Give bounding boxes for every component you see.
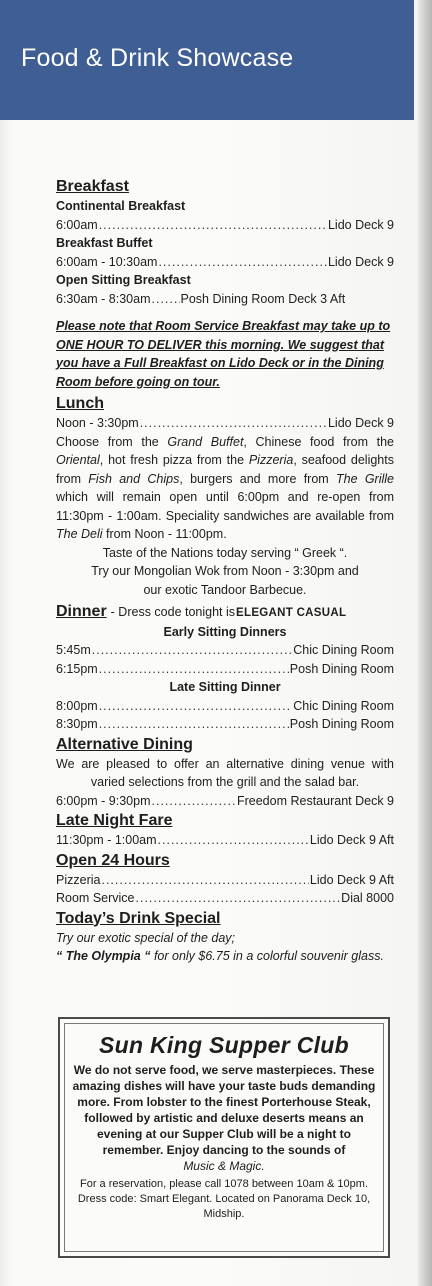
open-24-title: Open 24 Hours [56,851,170,869]
dinner-row [56,697,394,716]
drink-special-text [56,947,394,966]
dot-leader [99,697,293,716]
dinner-time: 5:45m [56,643,91,657]
supper-club-inner-border [64,1023,384,1252]
page-title: Food & Drink Showcase [21,44,294,72]
lunch-title: Lunch [56,395,104,412]
late-night-location: Lido Deck 9 Aft [309,833,394,847]
breakfast-item-row [56,216,394,235]
alternative-dining-description: We are pleased to offer an alternative dining venue with varied selections from the grill and the salad bar. [56,756,394,789]
alternative-dining-location: Freedom Restaurant Deck 9 [236,793,394,808]
dinner-time: 8:30pm [56,717,98,731]
drink-name: “ The Olympia “ [56,949,151,963]
lunch-description-text: , seafood delights from [56,453,394,486]
venue-name: Fish and Chips [88,471,180,486]
breakfast-item-location: Posh Dining Room Deck 3 Aft [180,291,346,306]
dinner-row [56,641,394,660]
open-24-row [56,889,394,908]
lunch-description-text: , hot fresh pizza from the [99,453,249,467]
alternative-dining-row [56,792,394,811]
supper-club-title: Sun King Supper Club [98,1032,350,1058]
dot-leader [140,414,327,433]
supper-club-body [65,1062,383,1174]
lunch-time: Noon - 3:30pm [56,416,139,430]
room-service-notice: Please note that Room Service Breakfast may take up to ONE HOUR TO DELIVER this morning. We suggest that you have a Full Breakfast on Lido Deck or in the Dining Room before going on tour. [56,319,391,389]
taste-of-nations: Taste of the Nations today serving “ Greek “. [102,545,348,560]
dress-code-prefix: - Dress code tonight is [110,605,236,619]
page-edge-shadow [418,0,432,1286]
mongolian-wok-line: Try our Mongolian Wok from Noon - 3:30pm and [91,564,359,578]
late-sitting-title: Late Sitting Dinner [169,680,281,694]
drink-price-text: for only $6.75 in a colorful souvenir glass. [150,949,384,963]
dinner-title: Dinner [56,603,107,620]
venue-name: Grand Buffet [167,434,244,449]
breakfast-item-name: Open Sitting Breakfast [56,273,191,287]
lunch-location: Lido Deck 9 [327,416,394,430]
dress-code: ELEGANT CASUAL [236,607,347,619]
drink-special-title: Today’s Drink Special [56,909,221,927]
breakfast-item-time: 6:30am - 8:30am [56,291,151,306]
dot-leader [158,253,327,272]
open-24-name: Pizzeria [56,872,101,887]
lunch-description [56,433,394,544]
dinner-location: Posh Dining Room [289,717,394,731]
lunch-description-text: which will remain open until 6:00pm and re-open from 11:30pm - 1:00am. Speciality sandwiches are available from [56,490,394,523]
venue-name: The Deli [56,527,103,541]
early-sitting-title: Early Sitting Dinners [163,624,287,639]
late-night-time: 11:30pm - 1:00am [56,833,157,847]
open-24-location: Dial 8000 [341,891,394,905]
breakfast-item-time: 6:00am - 10:30am [56,254,158,269]
late-night-title: Late Night Fare [56,812,173,829]
open-24-row [56,871,394,890]
supper-club-box [58,1017,390,1258]
open-24-location: Lido Deck 9 Aft [309,872,394,887]
supper-club-music: Music & Magic. [183,1159,265,1173]
dot-leader [99,715,289,734]
dot-leader [136,889,341,908]
breakfast-item-row [56,290,394,309]
dot-leader [158,831,309,850]
alternative-dining-title: Alternative Dining [56,735,193,753]
dinner-location: Chic Dining Room [293,643,394,657]
dinner-location: Chic Dining Room [293,698,394,713]
lunch-description-text: , Chinese food from the [243,434,395,449]
breakfast-item-time: 6:00am [56,217,98,232]
dot-leader [101,871,308,890]
dot-leader [152,290,180,309]
breakfast-item-name: Breakfast Buffet [56,236,153,250]
dinner-row [56,715,394,734]
dinner-time: 6:15pm [56,661,98,676]
dot-leader [152,792,236,811]
header-banner [0,0,414,120]
dot-leader [99,660,289,679]
lunch-description-text: , burgers and more from [179,471,336,486]
menu-content [56,176,394,966]
dinner-location: Posh Dining Room [289,661,394,676]
breakfast-item-row [56,253,394,272]
dot-leader [92,641,293,660]
alternative-dining-time: 6:00pm - 9:30pm [56,793,151,808]
dot-leader [99,216,327,235]
breakfast-item-location: Lido Deck 9 [327,217,394,232]
venue-name: The Grille [336,471,395,486]
lunch-description-text: from Noon - 11:00pm. [102,527,227,541]
tandoor-line: our exotic Tandoor Barbecue. [143,582,307,597]
dinner-time: 8:00pm [56,698,98,713]
supper-club-description: We do not serve food, we serve masterpieces. These amazing dishes will have your taste buds demanding more. From lobster to the finest Porterhouse Steak, followed by artistic and deluxe deserts means an evening at our Supper Club will be a night to remember. Enjoy dancing to the sounds of [72,1063,376,1157]
drink-special-intro: Try our exotic special of the day; [56,930,236,945]
lunch-description-text: Choose from the [56,434,168,449]
venue-name: Pizzeria [248,453,294,467]
breakfast-item-location: Lido Deck 9 [327,254,394,269]
late-night-row [56,831,394,850]
breakfast-item-name: Continental Breakfast [56,199,186,213]
supper-club-reservation: For a reservation, please call 1078 between 10am & 10pm. Dress code: Smart Elegant. Located on Panorama Deck 10, Midship. [77,1178,371,1220]
open-24-name: Room Service [56,891,135,905]
dinner-row [56,660,394,679]
dinner-header [56,601,394,623]
lunch-row [56,414,394,433]
venue-name: Oriental [56,453,100,467]
breakfast-title: Breakfast [56,178,129,195]
